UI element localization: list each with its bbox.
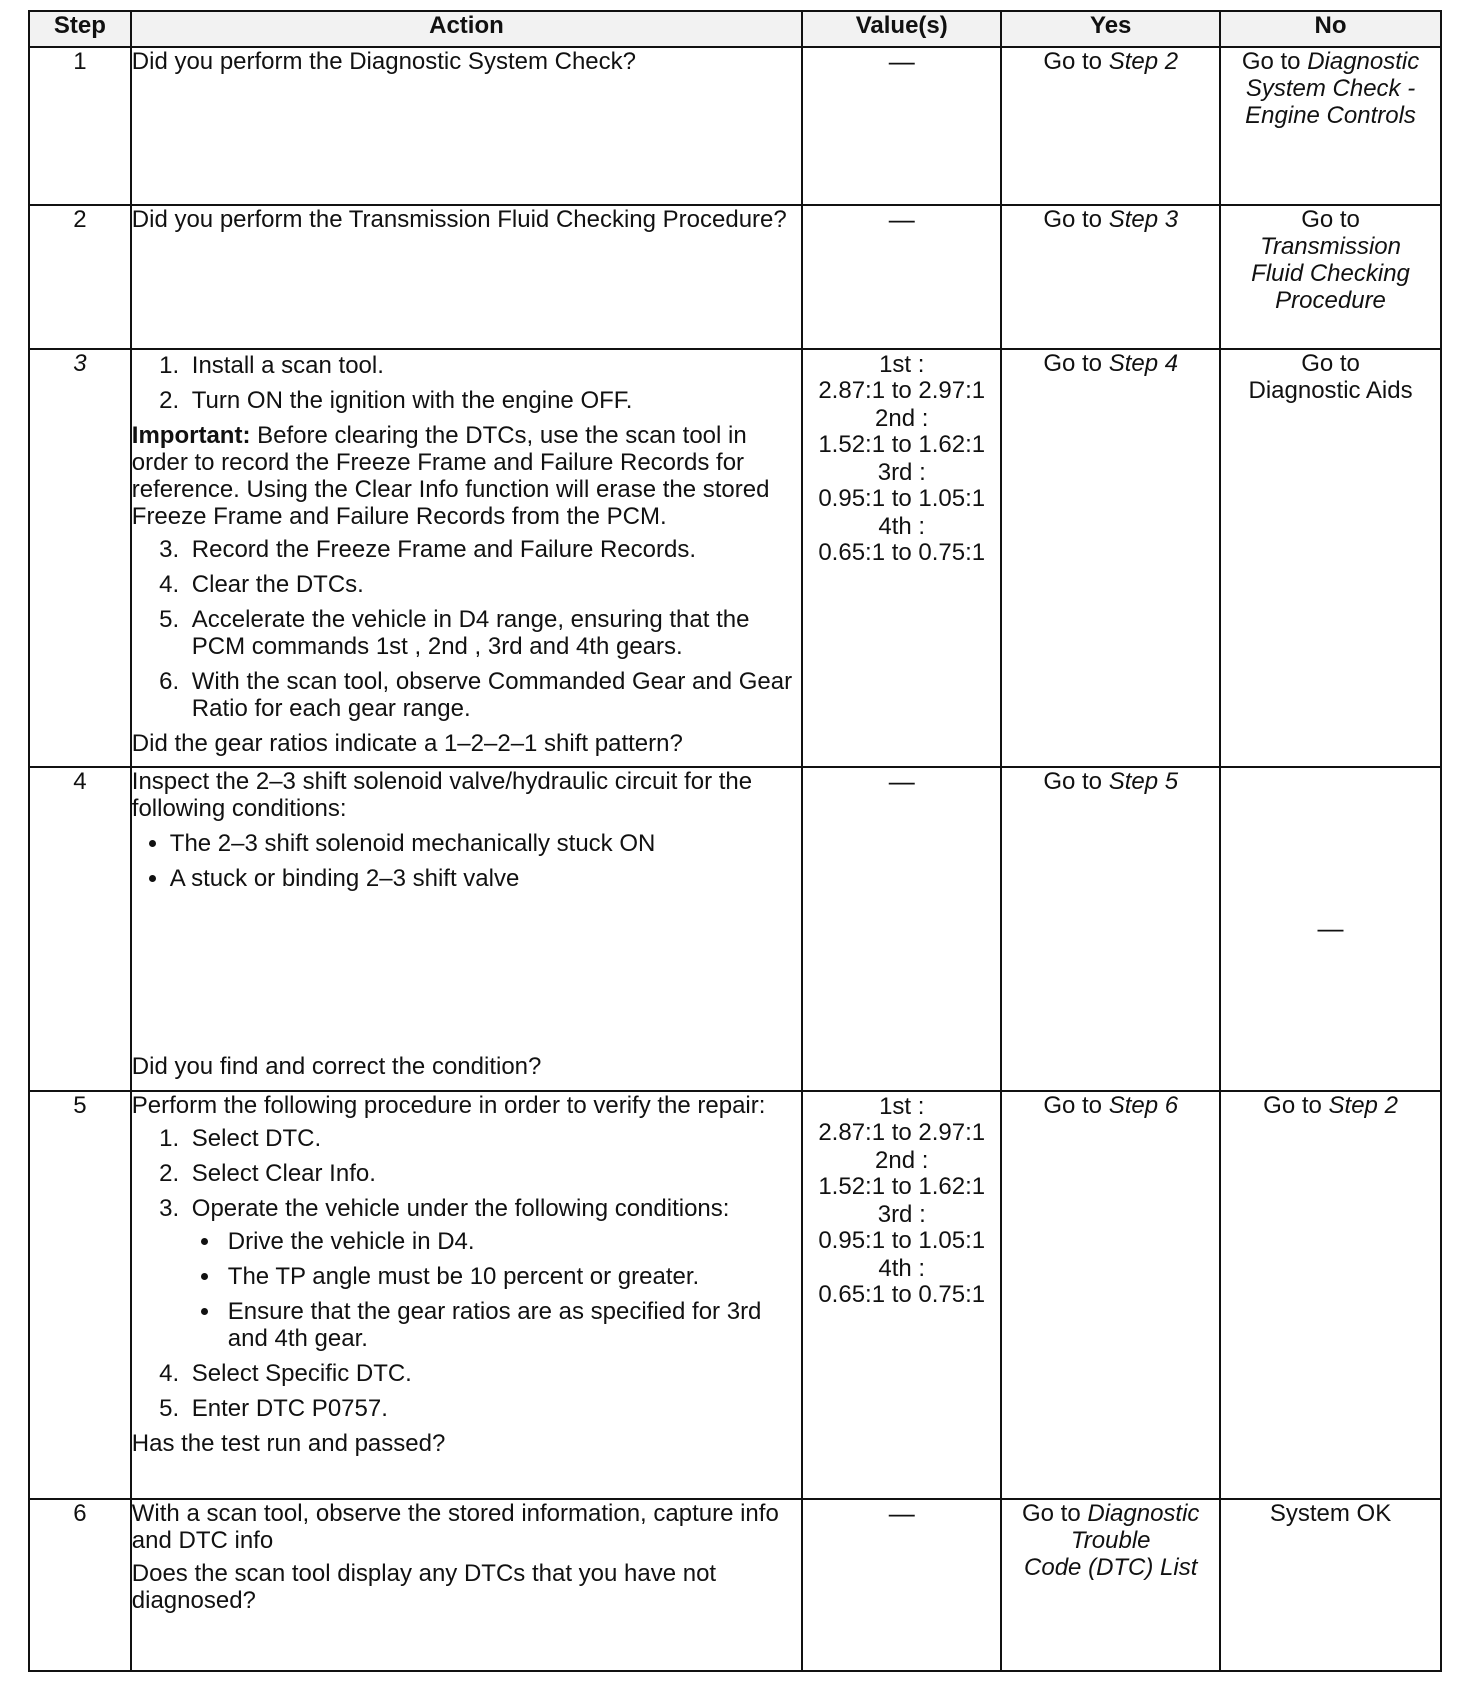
- yes-prefix: Go to: [1043, 768, 1103, 795]
- procedure-list: [132, 1125, 801, 1422]
- list-item: [186, 1195, 801, 1352]
- value-dash: —: [888, 204, 915, 234]
- yes-cell: [1001, 767, 1220, 1091]
- no-link-transmission-fluid[interactable]: Transmission: [1260, 233, 1401, 260]
- diagnostic-table: [28, 10, 1442, 1672]
- step-number: 4: [29, 767, 131, 1091]
- table-row-step-5: [29, 1091, 1441, 1499]
- gear-3rd-range: 0.95:1 to 1.05:1: [818, 1227, 986, 1254]
- list-item-text: Operate the vehicle under the following conditions:: [191, 1195, 730, 1222]
- no-prefix: Go to: [1301, 206, 1360, 233]
- header-no: No: [1220, 11, 1441, 47]
- no-cell: [1220, 1091, 1441, 1499]
- no-link-step-2[interactable]: Step 2: [1328, 1092, 1398, 1119]
- important-text: Before clearing the DTCs, use the scan tool in order to record the Freeze Frame and Failure Records for reference. Using the Clear Info function will erase the stored Freeze Frame and Failure Records from the PCM.: [131, 422, 770, 530]
- value-cell: [802, 47, 1001, 205]
- list-item: • A stuck or binding 2–3 shift valve: [170, 865, 801, 892]
- value-dash: —: [888, 766, 915, 796]
- gear-2nd-range: 1.52:1 to 1.62:1: [818, 1173, 986, 1200]
- no-link-diagnostic-system-check[interactable]: Diagnostic: [1307, 48, 1420, 75]
- step-number: 2: [29, 205, 131, 349]
- list-item: 2. Turn ON the ignition with the engine OFF.: [186, 387, 801, 414]
- yes-cell: [1001, 1091, 1220, 1499]
- sub-item: • The TP angle must be 10 percent or greater.: [222, 1263, 801, 1290]
- step-number: 3: [29, 349, 131, 767]
- list-item: • The 2–3 shift solenoid mechanically stuck ON: [170, 830, 801, 857]
- important-note: [132, 422, 801, 530]
- list-item: 1. Select DTC.: [186, 1125, 801, 1152]
- yes-link-step-3[interactable]: Step 3: [1108, 206, 1179, 233]
- action-intro: Inspect the 2–3 shift solenoid valve/hydraulic circuit for the following conditions:: [131, 768, 753, 822]
- gear-3rd-range: 0.95:1 to 1.05:1: [818, 485, 986, 512]
- value-cell: [802, 205, 1001, 349]
- list-item: 2. Select Clear Info.: [186, 1160, 801, 1187]
- action-cell: [131, 1091, 802, 1499]
- no-cell: [1220, 1499, 1441, 1671]
- table-row-step-3: [29, 349, 1441, 767]
- yes-link-dtc-list[interactable]: Diagnostic: [1087, 1500, 1200, 1527]
- list-item: 5. Accelerate the vehicle in D4 range, ensuring that the PCM commands 1st , 2nd , 3rd and 4th gears.: [186, 606, 801, 660]
- no-dash: —: [1317, 913, 1344, 943]
- action-intro: Perform the following procedure in order to verify the repair:: [131, 1092, 766, 1119]
- yes-prefix: Go to: [1043, 350, 1103, 377]
- yes-link-line-3[interactable]: Code (DTC) List: [1024, 1554, 1198, 1581]
- yes-prefix: Go to: [1043, 206, 1103, 233]
- yes-link-step-6[interactable]: Step 6: [1108, 1092, 1179, 1119]
- no-cell: [1220, 205, 1441, 349]
- action-cell: [131, 349, 802, 767]
- no-cell: [1220, 47, 1441, 205]
- no-link-line-3[interactable]: Engine Controls: [1245, 102, 1416, 129]
- value-cell: [802, 349, 1001, 767]
- yes-cell: [1001, 205, 1220, 349]
- table-row-step-6: [29, 1499, 1441, 1671]
- no-prefix: Go to: [1241, 48, 1301, 75]
- header-row: [29, 11, 1441, 47]
- condition-sublist: [192, 1228, 801, 1352]
- gear-2nd-label: 2nd :: [875, 405, 929, 432]
- value-dash: —: [888, 46, 915, 76]
- action-question: Does the scan tool display any DTCs that you have not diagnosed?: [131, 1560, 717, 1614]
- gear-1st-range: 2.87:1 to 2.97:1: [818, 377, 986, 404]
- system-ok-text: System OK: [1269, 1500, 1392, 1527]
- yes-link-line-2[interactable]: Trouble: [1070, 1527, 1151, 1554]
- important-label: Important:: [131, 422, 251, 449]
- header-action: Action: [131, 11, 802, 47]
- list-item: 5. Enter DTC P0757.: [186, 1395, 801, 1422]
- condition-list: [132, 830, 801, 1047]
- action-question: Did you find and correct the condition?: [131, 1053, 542, 1080]
- list-item: 3. Record the Freeze Frame and Failure Records.: [186, 536, 801, 563]
- yes-cell: [1001, 349, 1220, 767]
- no-cell: [1220, 349, 1441, 767]
- header-yes: Yes: [1001, 11, 1220, 47]
- list-item: 6. With the scan tool, observe Commanded Gear and Gear Ratio for each gear range.: [186, 668, 801, 722]
- procedure-list-b: [132, 536, 801, 722]
- header-step: Step: [29, 11, 131, 47]
- list-item: 4. Select Specific DTC.: [186, 1360, 801, 1387]
- action-cell: [131, 205, 802, 349]
- value-cell: [802, 1091, 1001, 1499]
- gear-1st-range: 2.87:1 to 2.97:1: [818, 1119, 986, 1146]
- sub-item: • Drive the vehicle in D4.: [222, 1228, 801, 1255]
- list-item: 4. Clear the DTCs.: [186, 571, 801, 598]
- yes-prefix: Go to: [1043, 1092, 1103, 1119]
- action-intro: With a scan tool, observe the stored information, capture info and DTC info: [131, 1500, 779, 1554]
- action-question: Did you perform the Diagnostic System Check?: [131, 48, 636, 75]
- action-cell: [131, 47, 802, 205]
- gear-4th-range: 0.65:1 to 0.75:1: [818, 1281, 986, 1308]
- no-link-line-3[interactable]: Procedure: [1275, 287, 1386, 314]
- gear-4th-label: 4th :: [878, 1255, 926, 1282]
- no-prefix: Go to: [1301, 350, 1360, 377]
- value-cell: [802, 1499, 1001, 1671]
- step-number: 1: [29, 47, 131, 205]
- yes-prefix: Go to: [1022, 1500, 1081, 1527]
- gear-4th-label: 4th :: [878, 513, 926, 540]
- gear-1st-label: 1st :: [879, 1093, 925, 1120]
- yes-link-step-4[interactable]: Step 4: [1108, 350, 1179, 377]
- header-values: Value(s): [802, 11, 1001, 47]
- action-cell: [131, 767, 802, 1091]
- gear-3rd-label: 3rd :: [877, 1201, 926, 1228]
- step-number: 5: [29, 1091, 131, 1499]
- gear-2nd-label: 2nd :: [875, 1147, 929, 1174]
- sub-item: • Ensure that the gear ratios are as specified for 3rd and 4th gear.: [222, 1298, 801, 1352]
- no-link-line-2[interactable]: System Check -: [1245, 75, 1416, 102]
- value-cell: [802, 767, 1001, 1091]
- no-link-line-2[interactable]: Fluid Checking: [1251, 260, 1410, 287]
- action-question: Did the gear ratios indicate a 1–2–2–1 shift pattern?: [131, 730, 683, 757]
- yes-cell: [1001, 1499, 1220, 1671]
- value-dash: —: [888, 1498, 915, 1528]
- table-row-step-4: [29, 767, 1441, 1091]
- no-cell: [1220, 767, 1441, 1091]
- action-cell: [131, 1499, 802, 1671]
- yes-prefix: Go to: [1043, 48, 1103, 75]
- yes-cell: [1001, 47, 1220, 205]
- step-number: 6: [29, 1499, 131, 1671]
- gear-1st-label: 1st :: [879, 351, 925, 378]
- yes-link-step-5[interactable]: Step 5: [1108, 768, 1179, 795]
- gear-3rd-label: 3rd :: [877, 459, 926, 486]
- no-link-diagnostic-aids[interactable]: Diagnostic Aids: [1248, 377, 1413, 404]
- procedure-list-a: [132, 352, 801, 414]
- gear-4th-range: 0.65:1 to 0.75:1: [818, 539, 986, 566]
- table-row-step-1: [29, 47, 1441, 205]
- yes-link-step-2[interactable]: Step 2: [1108, 48, 1179, 75]
- no-prefix: Go to: [1263, 1092, 1322, 1119]
- list-item: 1. Install a scan tool.: [186, 352, 801, 379]
- action-question: Did you perform the Transmission Fluid Checking Procedure?: [131, 206, 787, 233]
- gear-2nd-range: 1.52:1 to 1.62:1: [818, 431, 986, 458]
- action-question: Has the test run and passed?: [131, 1430, 446, 1457]
- table-row-step-2: [29, 205, 1441, 349]
